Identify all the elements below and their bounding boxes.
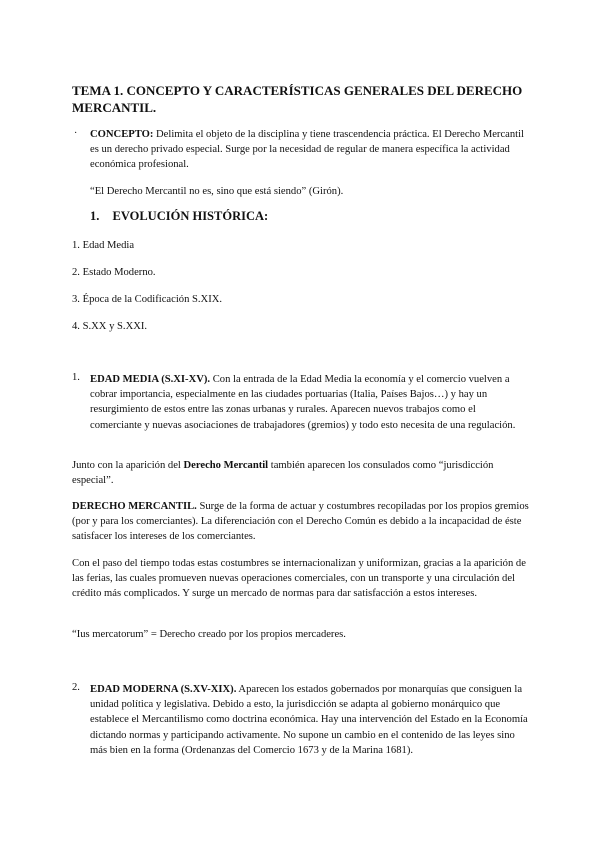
ius-mercatorum-paragraph: “Ius mercatorum” = Derecho creado por los propios mercaderes. [72,629,346,640]
bullet-marker: · [74,128,78,139]
list-item: 4. S.XX y S.XXI. [72,321,148,332]
derecho-mercantil-text: Surge de la forma de actuar y costumbres recopiladas por los propios gremios (por y para los comerciantes). La diferenciación con el Derecho Común es debido a la incapacidad de éste satisfacer los intereses de los comerciantes. [72,501,529,543]
junto-paragraph [72,458,530,488]
edad-media-paragraph [90,372,530,433]
list-item: 2. Estado Moderno. [72,267,156,278]
junto-text-pre: Junto con la aparición del [72,460,184,471]
section-number: 1. [90,209,100,223]
section-heading [90,209,268,224]
derecho-mercantil-label: DERECHO MERCANTIL. [72,501,197,512]
junto-text-bold: Derecho Mercantil [183,460,269,471]
document-title: TEMA 1. CONCEPTO Y CARACTERÍSTICAS GENERALES DEL DERECHO MERCANTIL. [72,83,523,115]
junto-text-post: también aparecen los consulados como “jurisdicción especial”. [72,460,494,487]
section-title: EVOLUCIÓN HISTÓRICA: [112,209,269,223]
paso-tiempo-paragraph: Con el paso del tiempo todas estas costumbres se internacionalizan y uniformizan, gracias a la aparición de las ferias, las cuales promueven nuevas operaciones comerciales, con un transporte y una circulación del crédito más complicados. Y surge un mercado de normas para dar satisfacción a estos intereses. [72,558,526,600]
edad-media-text: Con la entrada de la Edad Media la economía y el comercio vuelven a cobrar importancia, especialmente en las ciudades portuarias (Italia, Países Bajos…) y hay un resurgimiento de estos entre las zonas urbanas y rurales. Aparecen nuevos trabajos como el comerciante y nuevas asociaciones de trabajadores (gremios) y todo esto necesita de una regulación. [90,374,516,431]
derecho-mercantil-paragraph [72,499,530,545]
list-item: 3. Época de la Codificación S.XIX. [72,294,223,305]
concepto-paragraph [90,127,530,173]
concepto-text: Delimita el objeto de la disciplina y tiene trascendencia práctica. El Derecho Mercantil es un derecho privado especial. Surge por la necesidad de regular de manera específica la actividad económica profesional. [90,129,524,171]
edad-moderna-number: 2. [72,682,80,693]
edad-moderna-text: Aparecen los estados gobernados por monarquías que consiguen la unidad política y legislativa. Debido a esto, la jurisdicción se adapta al gobierno monárquico que establece el Mercantilismo como doctrina económica. Hay una intervención del Estado en la Economía dictando normas y participando activamente. No supone un cambio en el contenido de las leyes sino más bien en la forma (Ordenanzas del Comercio 1673 y de la Marina 1681). [90,684,528,756]
concepto-label: CONCEPTO: [90,129,154,140]
girón-quote: “El Derecho Mercantil no es, sino que está siendo” (Girón). [90,186,344,197]
edad-media-label: EDAD MEDIA (S.XI-XV). [90,374,211,385]
edad-moderna-label: EDAD MODERNA (S.XV-XIX). [90,684,237,695]
edad-moderna-paragraph [90,682,530,758]
list-item: 1. Edad Media [72,240,135,251]
edad-media-number: 1. [72,372,80,383]
